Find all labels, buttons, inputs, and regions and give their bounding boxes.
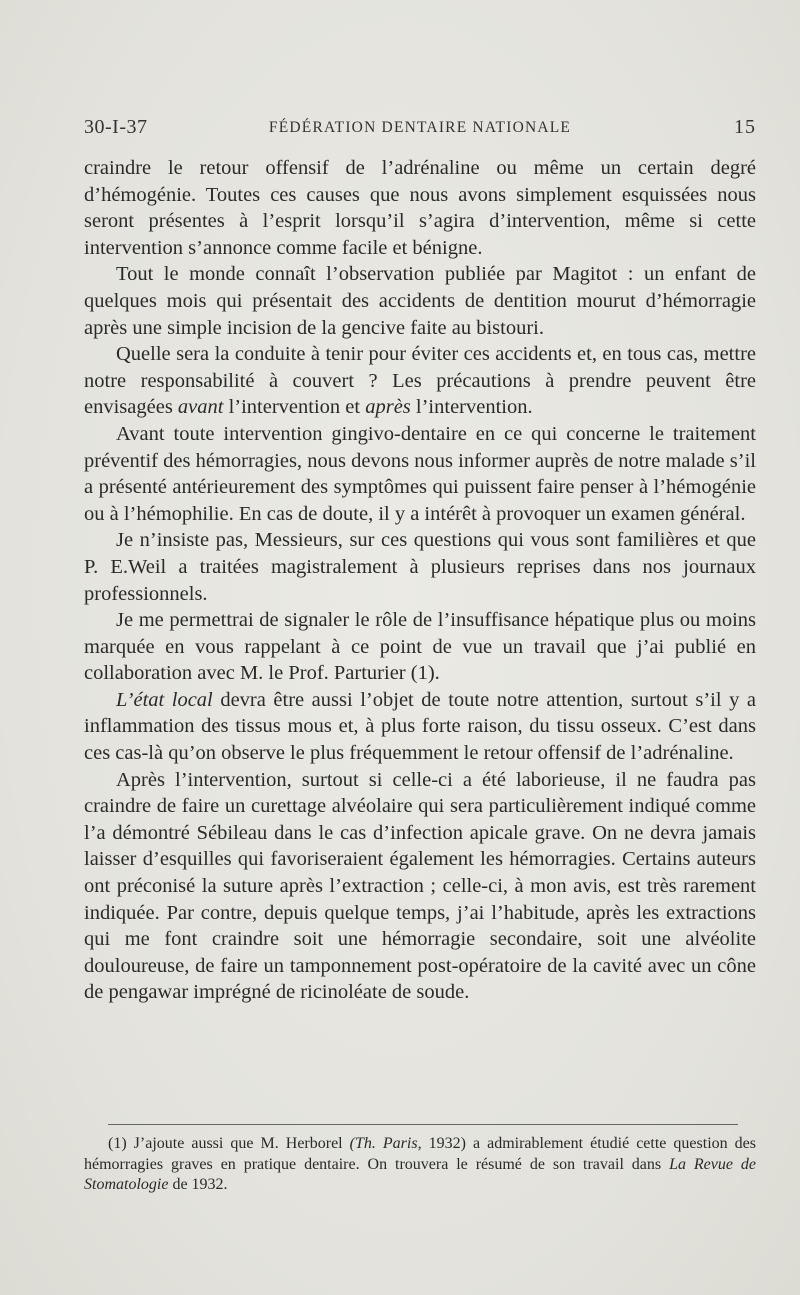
footnote-separator bbox=[108, 1124, 738, 1125]
paragraph-6: Je me permettrai de signaler le rôle de l’insuffisance hépatique plus ou moins marquée en vous rappelant à ce point de vue un travail que j’ai publié en collaboration avec M. le Prof. Parturier (1). bbox=[84, 609, 756, 685]
article-body bbox=[84, 155, 756, 1006]
journal-title: FÉDÉRATION DENTAIRE NATIONALE bbox=[268, 119, 572, 136]
paragraph-1: craindre le retour offensif de l’adrénaline ou même un certain degré d’hémogénie. Toutes ces causes que nous avons simplement esquissées nous seront présentes à l’esprit lorsqu’il s’agira d’intervention, même si cette intervention s’annonce comme facile et bénigne. bbox=[84, 157, 756, 259]
paragraph-3-text-b: l’intervention et bbox=[223, 396, 366, 419]
paragraph-4: Avant toute intervention gingivo-dentaire en ce qui concerne le traitement préventif des hémorragies, nous devons nous informer auprès de notre malade s’il a présenté antérieurement des symptômes qui puissent faire penser à l’hémogénie ou à l’hémophilie. En cas de doute, il y a intérêt à provoquer un examen général. bbox=[84, 422, 756, 525]
paragraph-8: Après l’intervention, surtout si celle-ci a été laborieuse, il ne faudra pas craindre de faire un curettage alvéolaire qui sera particulièrement indiqué comme l’a démontré Sébileau dans le cas d’infection apicale grave. On ne devra jamais laisser d’esquilles qui favoriseraient également les hémorragies. Certains auteurs ont préconisé la suture après l’extraction ; celle-ci, à mon avis, est très rarement indiquée. Par contre, depuis quelque temps, j’ai l’habitude, après les extractions qui me font craindre soit une hémorragie secondaire, soit une alvéolite douloureuse, de faire un tamponnement post-opératoire de la cavité avec un cône de pengawar imprégné de ricinoléate de soude. bbox=[84, 768, 756, 1004]
page-number: 15 bbox=[734, 116, 756, 138]
paragraph-2: Tout le monde connaît l’observation publiée par Magitot : un enfant de quelques mois qui présentait des accidents de dentition mourut d’hémorragie après une simple incision de la gencive faite au bistouri. bbox=[84, 263, 756, 339]
emphasis-apres: après bbox=[365, 396, 411, 419]
issue-date: 30-I-37 bbox=[84, 116, 148, 138]
footnote-emphasis-journal: La Revue de Stomatologie bbox=[84, 1155, 757, 1193]
footnote-emphasis-thesis: (Th. Paris, bbox=[349, 1135, 422, 1152]
footnote-text-a: (1) J’ajoute aussi que M. Herborel bbox=[108, 1135, 350, 1152]
emphasis-avant: avant bbox=[177, 396, 224, 419]
paragraph-7 bbox=[84, 687, 756, 767]
footnote-text-c: de 1932. bbox=[168, 1176, 228, 1193]
paragraph-5: Je n’insiste pas, Messieurs, sur ces questions qui vous sont familières et que P. E.Weil a traitées magistralement à plusieurs reprises dans nos journaux professionnels. bbox=[84, 529, 756, 605]
paragraph-3 bbox=[84, 341, 756, 421]
footnote-1 bbox=[84, 1134, 756, 1196]
paragraph-7-text: devra être aussi l’objet de toute notre attention, surtout s’il y a inflammation des tissus mous et, à plus forte raison, du tissu osseux. C’est dans ces cas-là qu’on observe le plus fréquemment le retour offensif de l’adrénaline. bbox=[84, 688, 757, 765]
footnote-text-b: 1932) a admirablement étudié cette question des hémorragies graves en pratique dentaire. On trouvera le résumé de son travail dans bbox=[84, 1135, 757, 1173]
footnote bbox=[84, 1134, 756, 1196]
emphasis-etat-local: L’état local bbox=[116, 688, 213, 711]
paragraph-3-text-c: l’intervention. bbox=[410, 396, 533, 419]
running-header bbox=[84, 116, 756, 142]
paragraph-3-text-a: Quelle sera la conduite à tenir pour éviter ces accidents et, en tous cas, mettre notre responsabilité à couvert ? Les précautions à prendre peuvent être envisagées bbox=[84, 343, 756, 419]
